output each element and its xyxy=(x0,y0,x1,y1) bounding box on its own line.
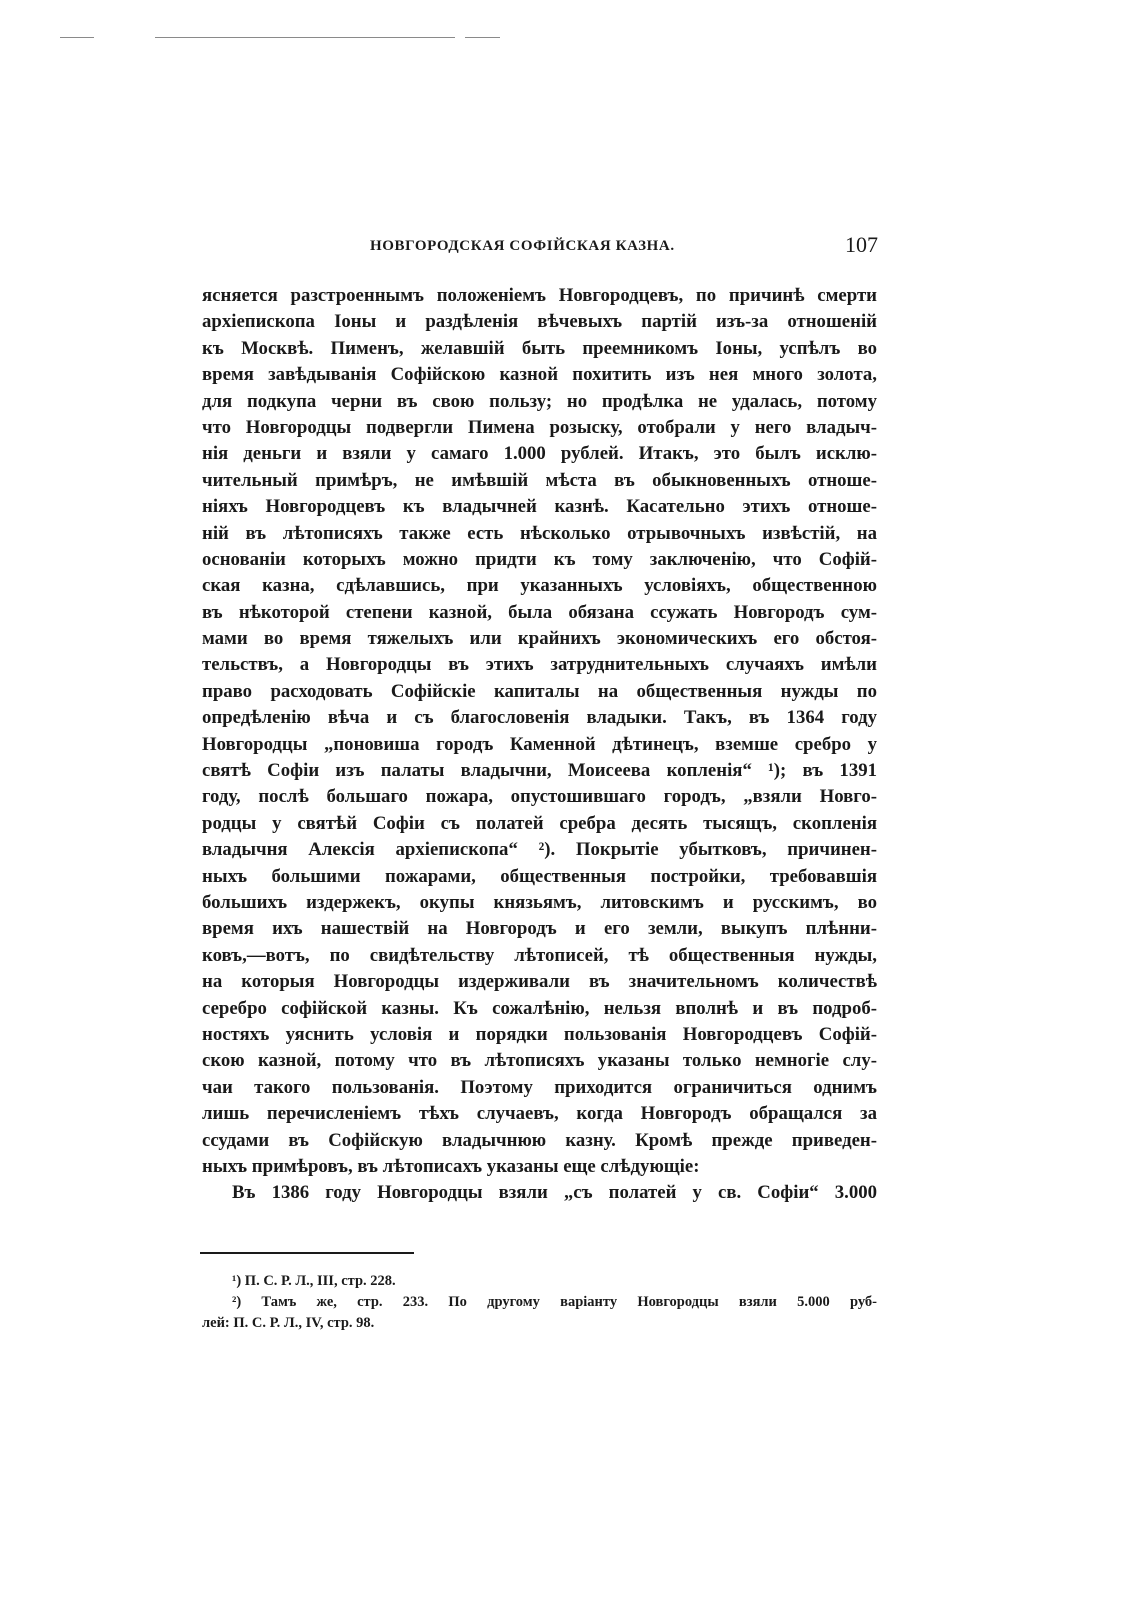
footnote-divider xyxy=(200,1252,414,1254)
text-line: мами во время тяжелыхъ или крайнихъ экономическихъ его обстоя- xyxy=(202,628,877,650)
text-line: родцы у святѣй Софіи съ полатей сребра десять тысящъ, скопленія xyxy=(202,812,877,834)
page-number: 107 xyxy=(845,232,878,257)
text-line: къ Москвѣ. Пименъ, желавшій быть преемникомъ Іоны, успѣлъ во xyxy=(202,337,877,359)
scan-edge-rule xyxy=(60,37,94,38)
text-line: для подкупа черни въ свою пользу; но продѣлка не удалась, потому xyxy=(202,390,877,412)
text-line: ностяхъ уяснить условія и порядки пользованія Новгородцевъ Софій- xyxy=(202,1023,877,1045)
text-line: скою казной, потому что въ лѣтописяхъ указаны только немногіе слу- xyxy=(202,1050,877,1072)
text-line: ныхъ примѣровъ, въ лѣтописахъ указаны еще слѣдующіе: xyxy=(202,1155,700,1177)
text-line: лишь перечисленіемъ тѣхъ случаевъ, когда Новгородъ обращался за xyxy=(202,1103,877,1125)
text-line: право расходовать Софійскіе капиталы на общественныя нужды по xyxy=(202,680,877,702)
footnote-1: ¹) П. С. Р. Л., III, стр. 228. xyxy=(232,1273,396,1289)
scan-edge-rule xyxy=(155,37,455,38)
scan-edge-rule xyxy=(465,37,500,38)
text-line: ніяхъ Новгородцевъ къ владычней казнѣ. Касательно этихъ отноше- xyxy=(202,496,877,518)
text-line: ясняется разстроеннымъ положеніемъ Новгородцевъ, по причинѣ смерти xyxy=(202,285,877,306)
text-line: святѣ Софіи изъ палаты владычни, Моисеева копленія“ ¹); въ 1391 xyxy=(202,760,877,782)
text-line: тельствъ, а Новгородцы въ этихъ затруднительныхъ случаяхъ имѣли xyxy=(202,654,877,676)
text-line: на которыя Новгородцы издерживали въ значительномъ количествѣ xyxy=(202,971,877,993)
text-line: ныхъ большими пожарами, общественныя постройки, требовавшія xyxy=(202,865,877,887)
text-line: ній въ лѣтописяхъ также есть нѣсколько отрывочныхъ извѣстій, на xyxy=(202,522,877,544)
text-line: году, послѣ большаго пожара, опустошившаго городъ, „взяли Новго- xyxy=(202,786,877,808)
text-line: основаніи которыхъ можно придти къ тому заключенію, что Софій- xyxy=(202,548,877,570)
running-title: НОВГОРОДСКАЯ СОФІЙСКАЯ КАЗНА. xyxy=(370,238,675,254)
text-line: ковъ,—вотъ, по свидѣтельству лѣтописей, тѣ общественныя нужды, xyxy=(202,944,877,966)
text-line: чительный примѣръ, не имѣвшій мѣста въ обыкновенныхъ отноше- xyxy=(202,469,877,491)
text-line: чаи такого пользованія. Поэтому приходится ограничиться однимъ xyxy=(202,1076,877,1098)
footnote-2-continuation: лей: П. С. Р. Л., IV, стр. 98. xyxy=(202,1315,375,1331)
footnotes xyxy=(202,1271,877,1334)
text-line: большихъ издержекъ, окупы князьямъ, литовскимъ и русскимъ, во xyxy=(202,891,877,913)
text-line: время ихъ нашествій на Новгородъ и его земли, выкупъ плѣнни- xyxy=(202,918,877,940)
text-line: нія деньги и взяли у самаго 1.000 рублей. Итакъ, это былъ исклю- xyxy=(202,443,877,465)
text-line: что Новгородцы подвергли Пимена розыску, отобрали у него владыч- xyxy=(202,416,877,438)
text-line: Въ 1386 году Новгородцы взяли „съ полатей у св. Софіи“ 3.000 xyxy=(232,1182,877,1204)
text-line: архіепископа Іоны и раздѣленія вѣчевыхъ партій изъ-за отношеній xyxy=(202,311,877,333)
text-line: ская казна, сдѣлавшись, при указанныхъ условіяхъ, общественною xyxy=(202,575,877,597)
page-header xyxy=(200,232,880,262)
text-line: въ нѣкоторой степени казной, была обязана ссужать Новгородъ сум- xyxy=(202,601,877,623)
footnote-2: ²) Тамъ же, стр. 233. По другому варіанту Новгородцы взяли 5.000 руб- xyxy=(232,1294,877,1310)
text-line: опредѣленію вѣча и съ благословенія владыки. Такъ, въ 1364 году xyxy=(202,707,877,729)
text-line: время завѣдыванія Софійскою казной похитить изъ нея много золота, xyxy=(202,364,877,386)
text-line: владычня Алексія архіепископа“ ²). Покрытіе убытковъ, причинен- xyxy=(202,839,877,861)
text-line: Новгородцы „поновиша городъ Каменной дѣтинецъ, вземше сребро у xyxy=(202,733,877,755)
text-line: ссудами въ Софійскую владычнюю казну. Кромѣ прежде приведен- xyxy=(202,1129,877,1151)
text-line: серебро софійской казны. Къ сожалѣнію, нельзя вполнѣ и въ подроб- xyxy=(202,997,877,1019)
body-text xyxy=(202,283,877,1207)
